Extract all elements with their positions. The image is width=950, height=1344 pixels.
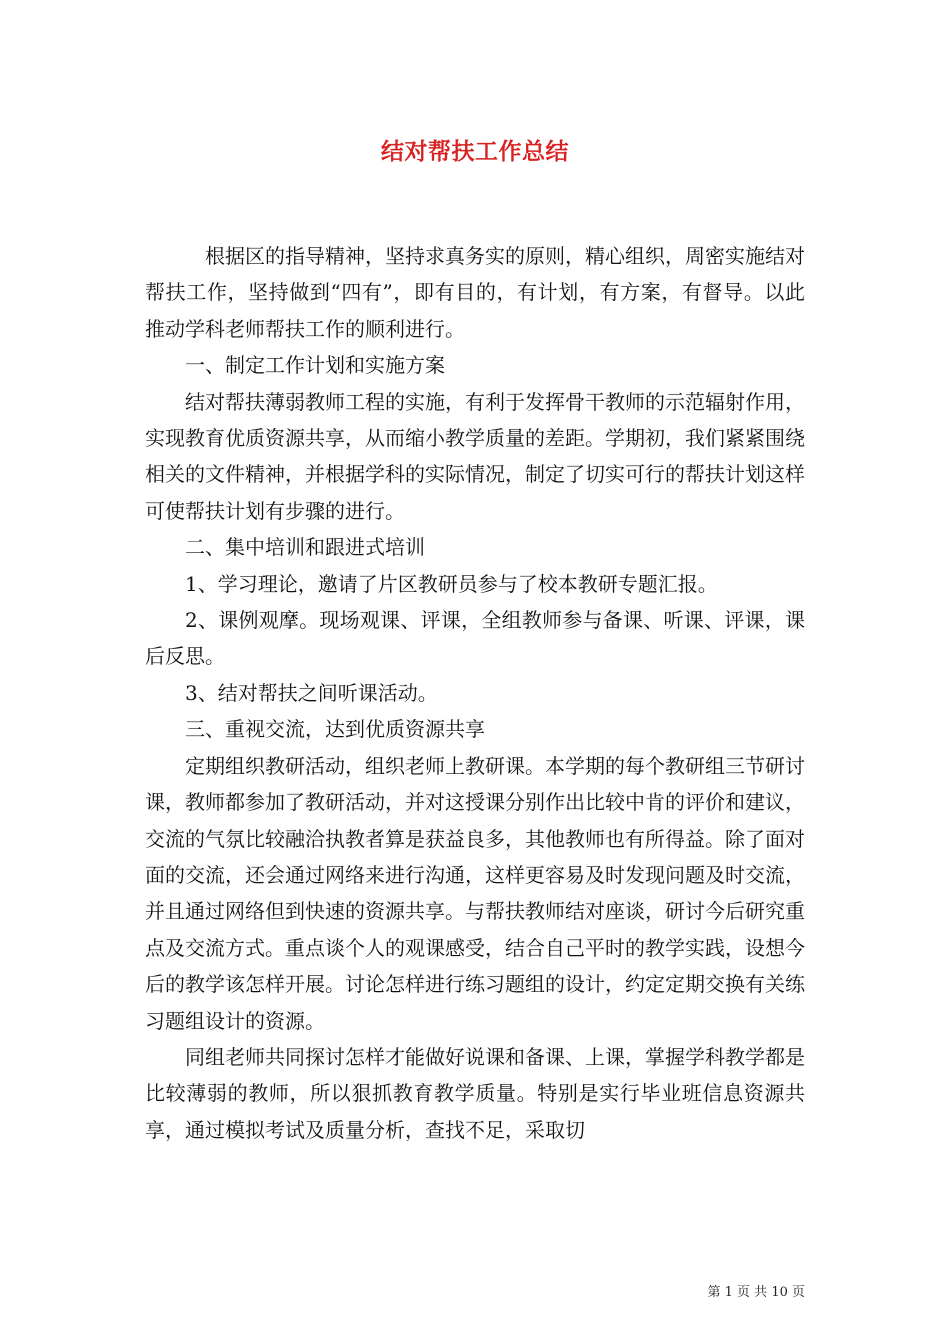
section-heading-1: 一、制定工作计划和实施方案 xyxy=(185,353,445,378)
document-body xyxy=(145,238,805,1148)
list-item: 2、课例观摩。现场观课、评课，全组教师参与备课、听课、评课，课后反思。 xyxy=(145,608,805,669)
body-paragraph: 定期组织教研活动，组织老师上教研课。本学期的每个教研组三节研讨课，教师都参加了教研活动，并对这授课分别作出比较中肯的评价和建议，交流的气氛比较融洽执教者算是获益良多，其他教师也有所得益。除了面对面的交流，还会通过网络来进行沟通，这样更容易及时发现问题及时交流，并且通过网络但到快速的资源共享。与帮扶教师结对座谈，研讨今后研究重点及交流方式。重点谈个人的观课感受，结合自己平时的教学实践，设想今后的教学该怎样开展。讨论怎样进行练习题组的设计，约定定期交换有关练习题组设计的资源。 xyxy=(145,753,805,1033)
list-item: 3、结对帮扶之间听课活动。 xyxy=(185,680,438,705)
body-paragraph: 同组老师共同探讨怎样才能做好说课和备课、上课，掌握学科教学都是比较薄弱的教师，所以狠抓教育教学质量。特别是实行毕业班信息资源共享，通过模拟考试及质量分析，查找不足，采取切 xyxy=(145,1044,805,1142)
list-item: 1、学习理论，邀请了片区教研员参与了校本教研专题汇报。 xyxy=(185,571,718,596)
page-number-footer: 第 1 页 共 10 页 xyxy=(707,1285,805,1300)
body-paragraph: 结对帮扶薄弱教师工程的实施，有利于发挥骨干教师的示范辐射作用，实现教育优质资源共享，从而缩小教学质量的差距。学期初，我们紧紧围绕相关的文件精神，并根据学科的实际情况，制定了切实可行的帮扶计划这样可使帮扶计划有步骤的进行。 xyxy=(145,389,805,523)
section-heading-3: 三、重视交流，达到优质资源共享 xyxy=(185,717,485,742)
section-heading-2: 二、集中培训和跟进式培训 xyxy=(185,535,425,560)
intro-paragraph: 根据区的指导精神，坚持求真务实的原则，精心组织，周密实施结对帮扶工作，坚持做到“四有”，即有目的，有计划，有方案，有督导。以此推动学科老师帮扶工作的顺利进行。 xyxy=(145,244,805,341)
document-title: 结对帮扶工作总结 xyxy=(381,139,569,165)
